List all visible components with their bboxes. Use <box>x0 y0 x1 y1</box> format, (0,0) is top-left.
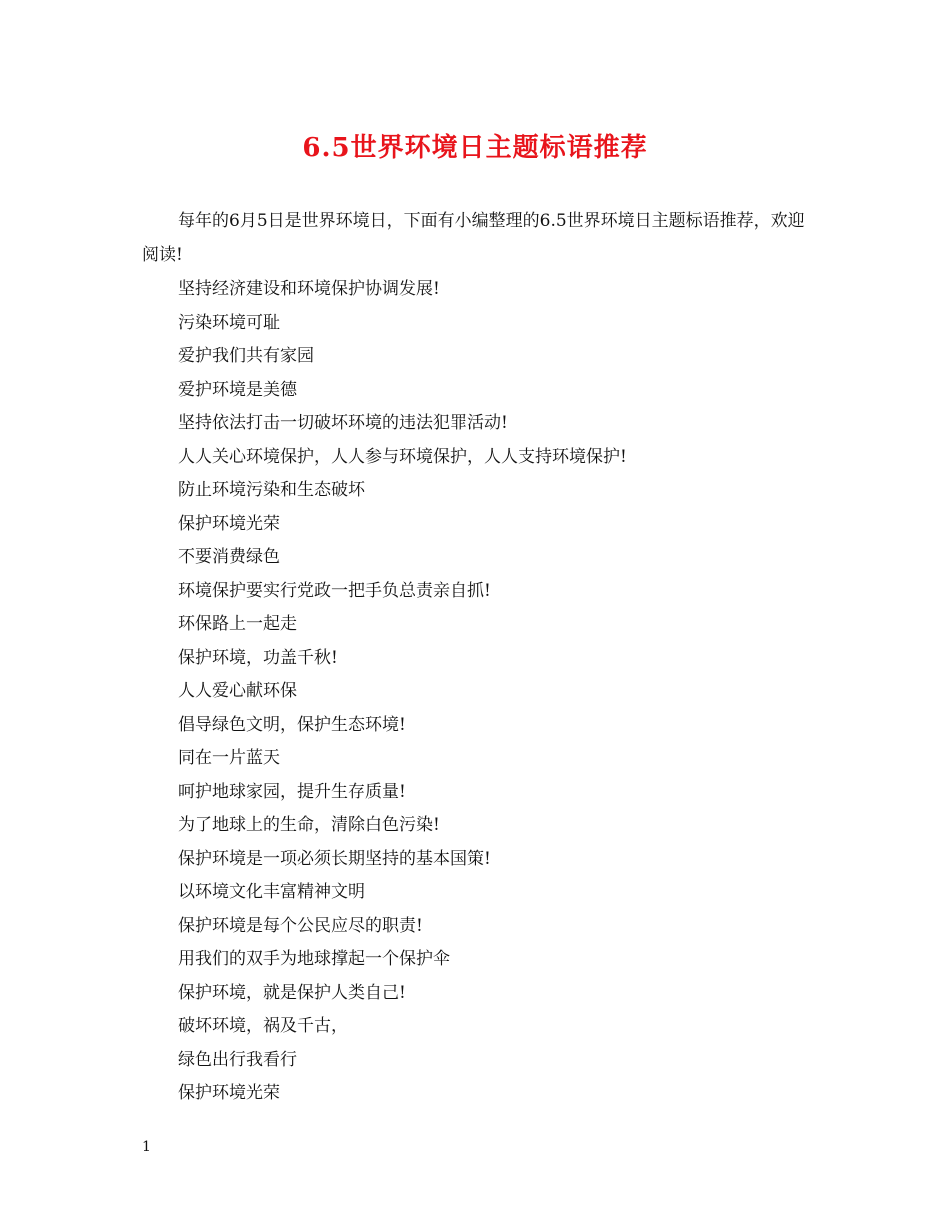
slogan-item: 同在一片蓝天 <box>178 748 280 768</box>
slogan-item: 以环境文化丰富精神文明 <box>178 882 365 902</box>
slogan-item: 防止环境污染和生态破坏 <box>178 480 365 500</box>
page-number: 1 <box>142 1139 151 1155</box>
slogan-item: 保护环境，功盖千秋! <box>178 647 338 668</box>
slogan-item: 用我们的双手为地球撑起一个保护伞 <box>178 949 450 969</box>
slogan-item: 污染环境可耻 <box>178 312 280 333</box>
slogan-item: 破坏环境，祸及千古， <box>178 1016 348 1036</box>
slogan-item: 爱护我们共有家园 <box>178 346 314 366</box>
slogan-list <box>178 273 627 1111</box>
slogan-item: 为了地球上的生命，清除白色污染! <box>178 815 440 835</box>
slogan-item: 保护环境光荣 <box>178 513 280 534</box>
slogan-item: 坚持经济建设和环境保护协调发展! <box>178 279 440 299</box>
slogan-item: 保护环境光荣 <box>178 1083 280 1103</box>
slogan-item: 不要消费绿色 <box>178 547 280 567</box>
intro-paragraph: 每年的6月5日是世界环境日，下面有小编整理的6.5世界环境日主题标语推荐，欢迎阅读! <box>142 211 805 265</box>
slogan-item: 环保路上一起走 <box>178 614 297 634</box>
slogan-item: 呵护地球家园，提升生存质量! <box>178 781 406 802</box>
slogan-item: 爱护环境是美德 <box>178 379 297 400</box>
slogan-item: 环境保护要实行党政一把手负总责亲自抓! <box>178 580 491 601</box>
slogan-item: 人人爱心献环保 <box>178 681 297 701</box>
slogan-item: 坚持依法打击一切破坏环境的违法犯罪活动! <box>178 413 508 433</box>
slogan-item: 人人关心环境保护，人人参与环境保护，人人支持环境保护! <box>178 446 627 467</box>
document-title: 6.5世界环境日主题标语推荐 <box>302 133 648 163</box>
slogan-item: 绿色出行我看行 <box>178 1049 297 1070</box>
slogan-item: 倡导绿色文明，保护生态环境! <box>178 714 406 735</box>
slogan-item: 保护环境是一项必须长期坚持的基本国策! <box>178 848 491 869</box>
slogan-item: 保护环境，就是保护人类自己! <box>178 982 406 1003</box>
slogan-item: 保护环境是每个公民应尽的职责! <box>178 915 423 936</box>
